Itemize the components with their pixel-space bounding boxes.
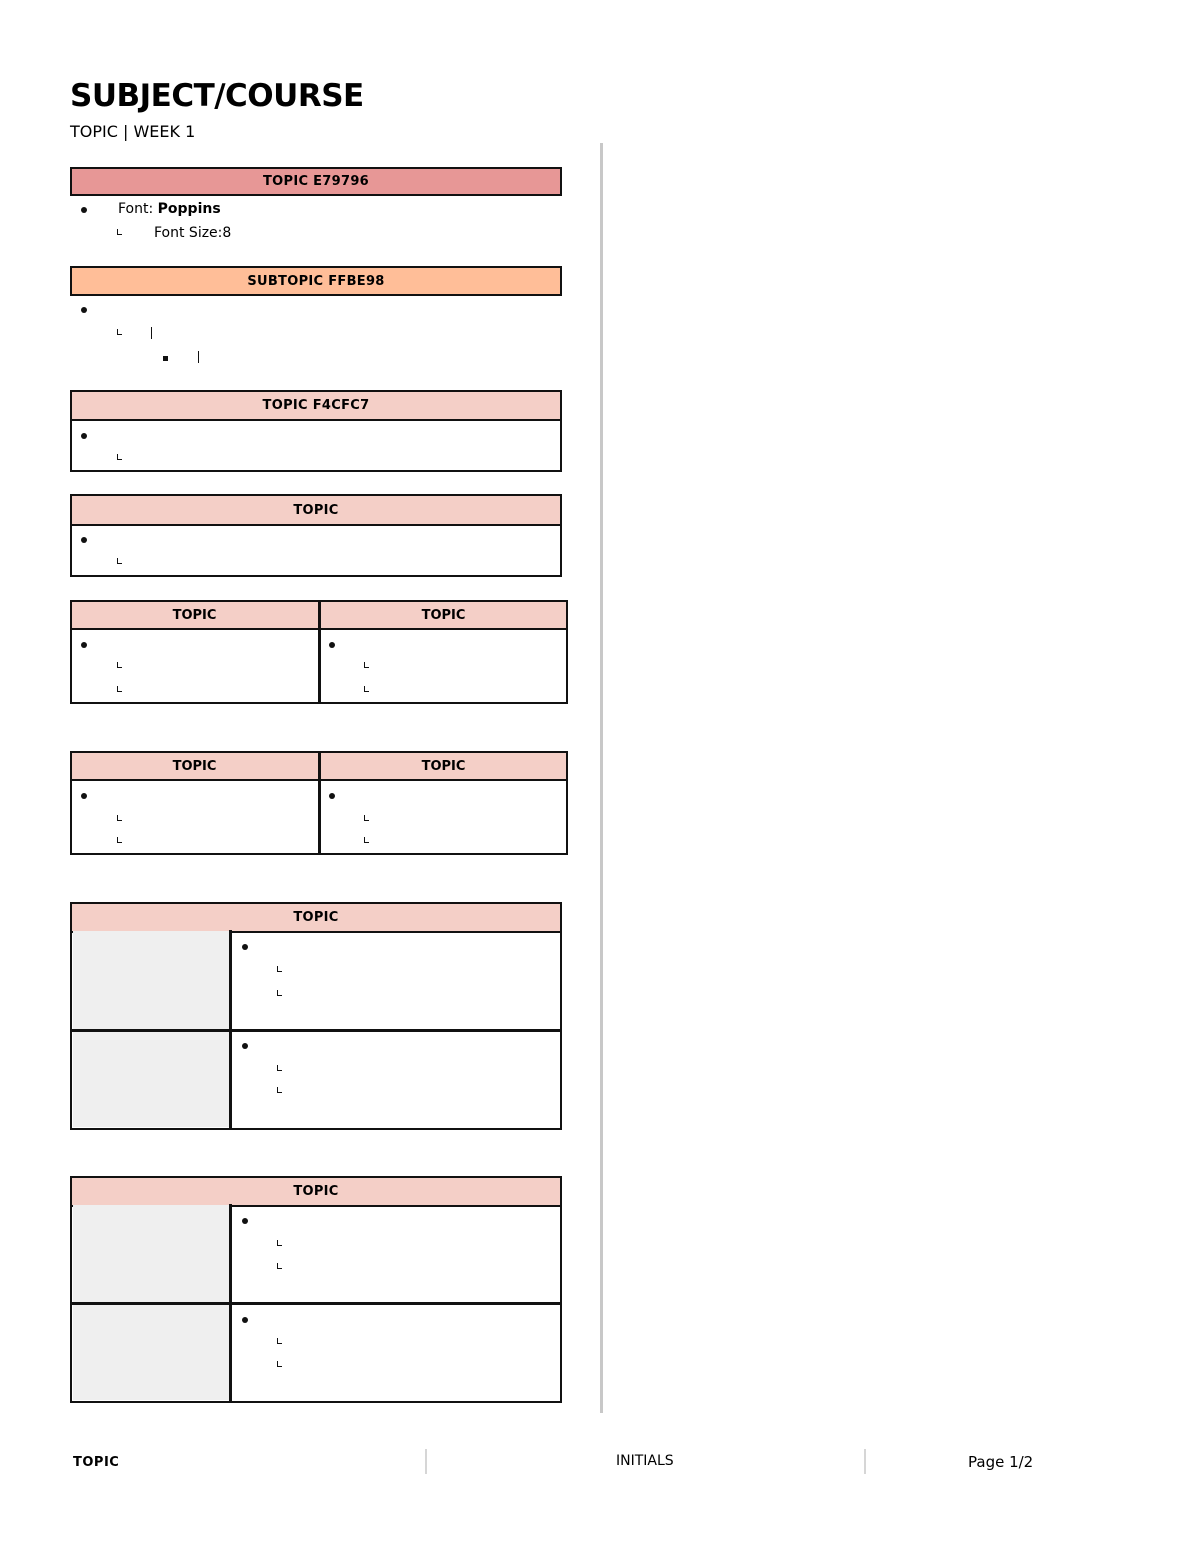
section-topic-box — [70, 494, 562, 577]
sub-bullet-arrow-icon — [277, 1263, 282, 1269]
cue-cell[interactable] — [73, 1031, 229, 1127]
sub-bullet-arrow-icon — [277, 1338, 282, 1344]
sub-bullet-arrow-icon — [117, 454, 122, 460]
sub-bullet-arrow-icon — [117, 229, 122, 235]
font-note-value: Poppins — [157, 201, 221, 217]
column-separator — [318, 600, 321, 704]
cue-table-header: TOPIC — [72, 904, 560, 933]
section-topic-e79796-header: TOPIC E79796 — [70, 167, 562, 196]
bullet-icon — [329, 793, 335, 799]
sub-bullet-arrow-icon — [364, 686, 369, 692]
bullet-icon — [242, 1218, 248, 1224]
bullet-icon — [81, 307, 87, 313]
font-note — [118, 200, 221, 218]
bullet-icon — [81, 433, 87, 439]
sub-bullet-arrow-icon — [117, 837, 122, 843]
cue-cell[interactable] — [73, 1205, 229, 1302]
font-size-note: Font Size:8 — [154, 225, 232, 241]
sub-bullet-arrow-icon — [117, 815, 122, 821]
sub-bullet-arrow-icon — [277, 966, 282, 972]
bullet-icon — [81, 207, 87, 213]
page-number: Page 1/2 — [968, 1453, 1034, 1471]
section-topic-f4cfc7 — [70, 390, 562, 472]
bullet-icon — [81, 537, 87, 543]
sub-bullet-arrow-icon — [117, 329, 122, 335]
left-column-header: TOPIC — [172, 608, 217, 623]
column-separator — [318, 751, 321, 855]
sub-bullet-arrow-icon — [277, 1361, 282, 1367]
sub-bullet-arrow-icon — [277, 1240, 282, 1246]
section-subtopic-ffbe98-header: SUBTOPIC FFBE98 — [70, 266, 562, 296]
footer-divider — [425, 1449, 427, 1474]
font-note-label: Font: — [118, 201, 158, 217]
bullet-icon — [81, 642, 87, 648]
footer-divider — [864, 1449, 866, 1474]
column-divider — [600, 143, 603, 1413]
bullet-icon — [242, 1043, 248, 1049]
square-bullet-icon — [163, 356, 168, 361]
section-topic-header: TOPIC — [72, 496, 560, 526]
sub-bullet-arrow-icon — [364, 662, 369, 668]
sub-bullet-arrow-icon — [117, 558, 122, 564]
text-cursor[interactable] — [151, 327, 152, 339]
right-column-header: TOPIC — [421, 608, 466, 623]
bullet-icon — [242, 1317, 248, 1323]
text-cursor[interactable] — [198, 351, 199, 363]
sub-bullet-arrow-icon — [364, 837, 369, 843]
row-separator — [70, 1302, 562, 1305]
sub-bullet-arrow-icon — [117, 662, 122, 668]
sub-bullet-arrow-icon — [364, 815, 369, 821]
sub-bullet-arrow-icon — [117, 686, 122, 692]
section-topic-f4cfc7-header: TOPIC F4CFC7 — [72, 392, 560, 421]
bullet-icon — [242, 944, 248, 950]
bullet-icon — [81, 793, 87, 799]
footer-initials: INITIALS — [616, 1453, 674, 1469]
left-column-header: TOPIC — [172, 759, 217, 774]
bullet-icon — [329, 642, 335, 648]
footer-topic: TOPIC — [73, 1455, 120, 1470]
page-title: SUBJECT/COURSE — [70, 78, 364, 114]
row-separator — [70, 1029, 562, 1032]
sub-bullet-arrow-icon — [277, 1087, 282, 1093]
cue-cell[interactable] — [73, 931, 229, 1029]
cue-table-header: TOPIC — [72, 1178, 560, 1207]
sub-bullet-arrow-icon — [277, 1065, 282, 1071]
sub-bullet-arrow-icon — [277, 990, 282, 996]
cue-cell[interactable] — [73, 1305, 229, 1400]
page-subtitle: TOPIC | WEEK 1 — [70, 122, 196, 141]
right-column-header: TOPIC — [421, 759, 466, 774]
